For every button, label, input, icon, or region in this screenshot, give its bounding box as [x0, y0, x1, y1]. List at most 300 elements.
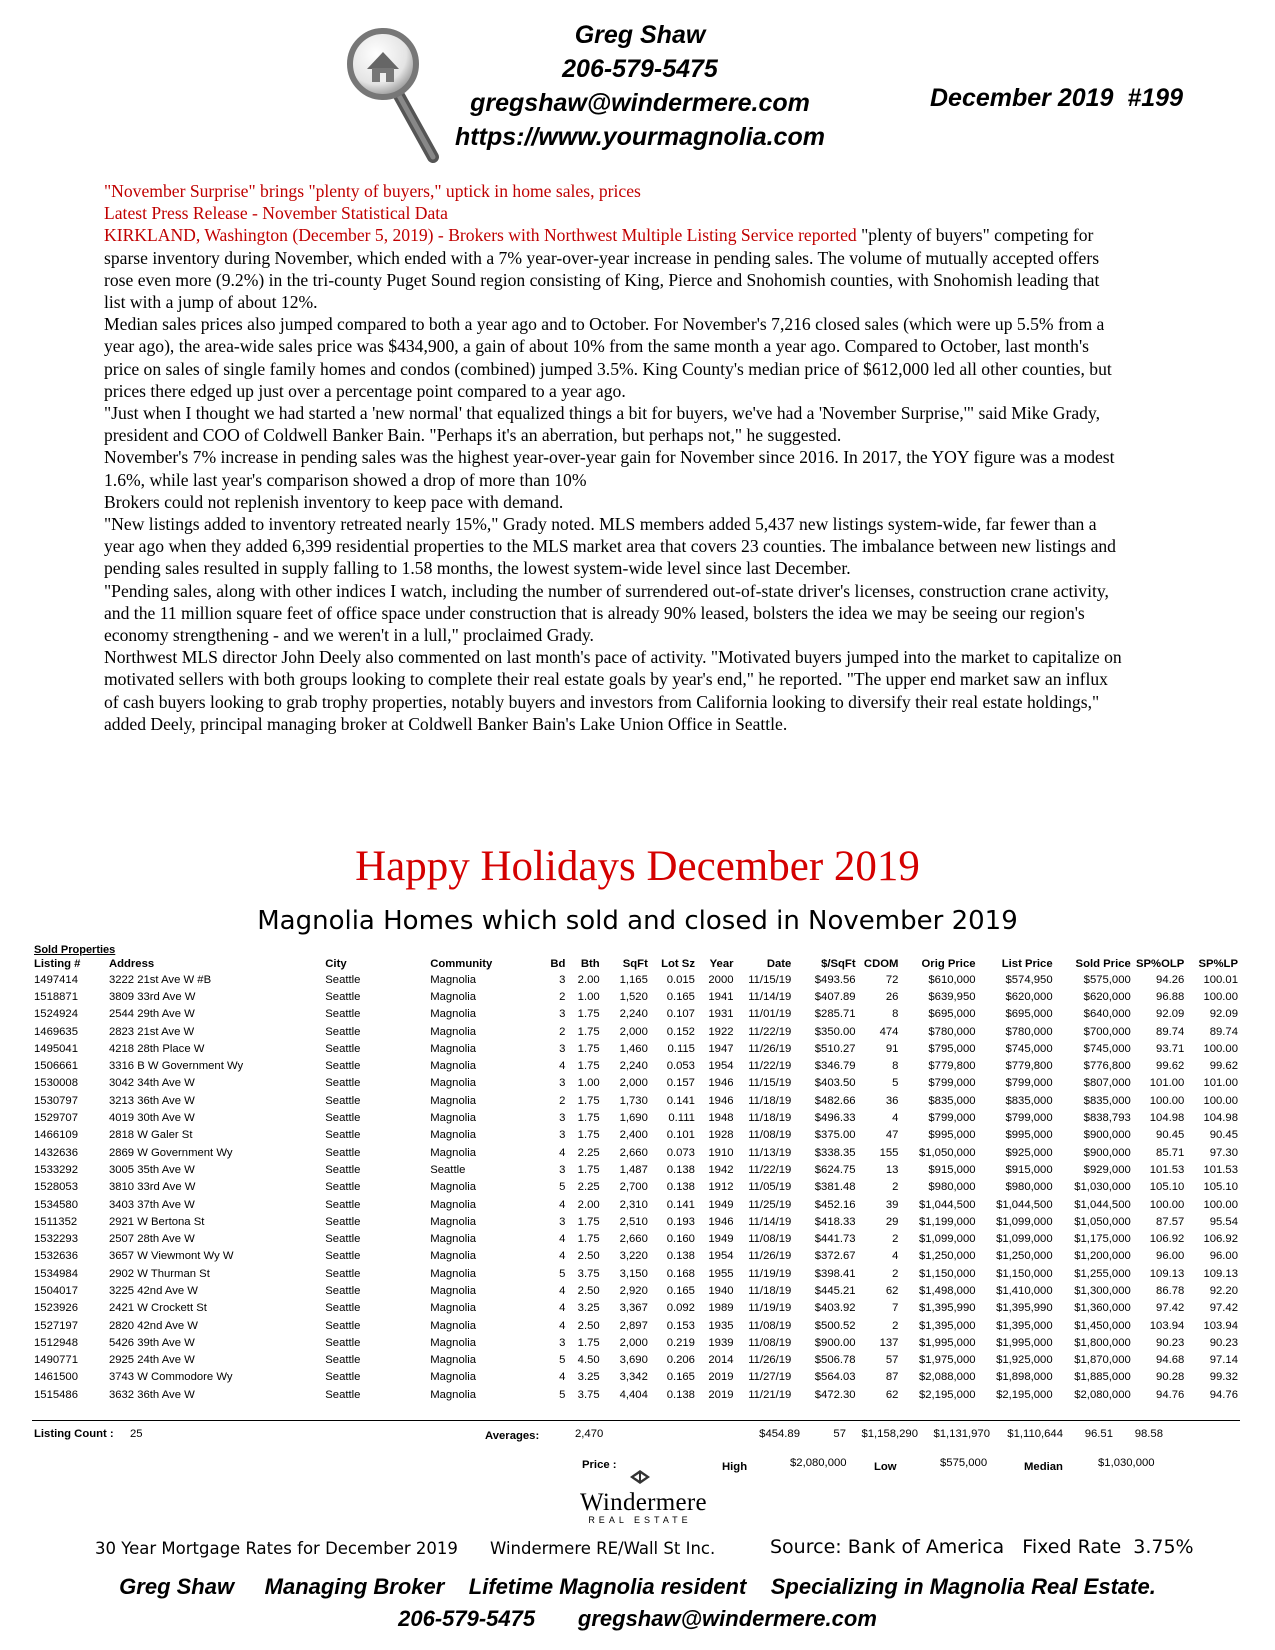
table-cell: Seattle — [325, 1025, 361, 1038]
agent-phone: 206-579-5475 — [562, 55, 718, 83]
table-cell: 1533292 — [34, 1163, 78, 1176]
column-header: SP%OLP — [1135, 957, 1185, 970]
table-cell: Seattle — [325, 1233, 361, 1246]
table-cell: $574,950 — [1005, 973, 1053, 986]
table-cell: 1,730 — [619, 1094, 648, 1107]
table-cell: 1.75 — [577, 1025, 600, 1038]
table-cell: 1.75 — [577, 1094, 600, 1107]
table-cell: 0.219 — [666, 1336, 695, 1349]
table-cell: 85.71 — [1156, 1146, 1185, 1159]
table-cell: 0.092 — [666, 1302, 695, 1315]
table-cell: 100.00 — [1203, 1042, 1238, 1055]
table-cell: Magnolia — [430, 1146, 477, 1159]
table-cell: Seattle — [325, 1250, 361, 1263]
table-cell: 2.25 — [577, 1146, 600, 1159]
table-cell: 1432636 — [34, 1146, 78, 1159]
table-cell: 95.54 — [1209, 1215, 1238, 1228]
table-cell: 1942 — [708, 1163, 734, 1176]
table-cell: 4 — [559, 1371, 566, 1384]
table-cell: 0.152 — [666, 1025, 695, 1038]
table-cell: 1504017 — [34, 1284, 78, 1297]
table-cell: 2,700 — [619, 1181, 648, 1194]
table-cell: $1,175,000 — [1074, 1233, 1131, 1246]
table-cell: 105.10 — [1149, 1181, 1185, 1194]
table-cell: $2,080,000 — [1074, 1388, 1131, 1401]
table-cell: 1495041 — [34, 1042, 78, 1055]
table-cell: $695,000 — [928, 1008, 976, 1021]
table-cell: Magnolia — [430, 1354, 477, 1367]
table-cell: 2,000 — [619, 1336, 648, 1349]
avg-price-per-sqft: $454.89 — [759, 1428, 800, 1440]
table-row — [32, 1092, 1240, 1109]
table-cell: 36 — [885, 1094, 899, 1107]
table-cell: 106.92 — [1149, 1233, 1185, 1246]
table-cell: 3810 33rd Ave W — [108, 1181, 196, 1194]
table-cell: 2,510 — [619, 1215, 648, 1228]
table-cell: $1,360,000 — [1074, 1302, 1131, 1315]
table-cell: 0.138 — [666, 1163, 695, 1176]
table-cell: 1946 — [708, 1077, 734, 1090]
table-cell: $1,044,500 — [918, 1198, 976, 1211]
table-cell: $995,000 — [928, 1129, 976, 1142]
article-paragraph-4: November's 7% increase in pending sales was the highest year-over-year gain for November since 2016. In 2017, the YOY figure was a modest 1.6%, while last year's comparison showed a drop of more than 10% — [104, 447, 1115, 490]
table-cell: 89.74 — [1209, 1025, 1238, 1038]
table-cell: 3316 B W Government Wy — [108, 1060, 244, 1073]
table-cell: Magnolia — [430, 1302, 477, 1315]
table-cell: 1,460 — [619, 1042, 648, 1055]
table-cell: $807,000 — [1083, 1077, 1131, 1090]
low-price: $575,000 — [940, 1457, 988, 1469]
table-cell: Magnolia — [430, 1094, 477, 1107]
sold-table-title: Magnolia Homes which sold and closed in November 2019 — [257, 906, 1018, 936]
table-cell: $900.00 — [814, 1336, 856, 1349]
table-cell: 104.98 — [1203, 1112, 1238, 1125]
table-cell: 3632 36th Ave W — [108, 1388, 195, 1401]
table-cell: 11/18/19 — [748, 1284, 792, 1297]
table-cell: 2019 — [708, 1371, 734, 1384]
table-cell: 3222 21st Ave W #B — [108, 973, 212, 986]
table-cell: 3 — [559, 1008, 566, 1021]
table-cell: $1,410,000 — [996, 1284, 1053, 1297]
table-cell: 0.138 — [666, 1250, 695, 1263]
table-row — [32, 1161, 1240, 1178]
table-cell: 0.193 — [666, 1215, 695, 1228]
table-cell: 2823 21st Ave W — [108, 1025, 195, 1038]
table-cell: 1490771 — [34, 1354, 78, 1367]
article-paragraph-8: Northwest MLS director John Deely also commented on last month's pace of activity. "Motivated buyers jumped into the market to capitalize on motivated sellers with both groups looking to complete their real estate goals by year's end," he reported. "The upper end market saw an influx of cash buyers looking to grab trophy properties, notably buyers and investors from California looking to diversify their real estate holdings," added Deely, principal managing broker at Coldwell Banker Bain's Lake Union Office in Seattle. — [104, 647, 1122, 734]
agent-email[interactable]: gregshaw@windermere.com — [470, 89, 810, 117]
table-cell: 3 — [559, 1042, 566, 1055]
table-cell: 0.101 — [666, 1129, 695, 1142]
table-row — [32, 1317, 1240, 1334]
table-cell: 99.32 — [1209, 1371, 1238, 1384]
table-cell: $398.41 — [814, 1267, 856, 1280]
table-cell: $472.30 — [814, 1388, 856, 1401]
column-header: Lot Sz — [661, 957, 695, 970]
table-cell: $1,450,000 — [1074, 1319, 1131, 1332]
article-dateline: KIRKLAND, Washington (December 5, 2019) - Brokers with Northwest Multiple Listing Service reported — [104, 225, 857, 246]
table-cell: 11/18/19 — [748, 1112, 792, 1125]
table-cell: $1,395,000 — [996, 1319, 1053, 1332]
table-cell: $799,000 — [1005, 1077, 1053, 1090]
table-row — [32, 1334, 1240, 1351]
table-cell: 474 — [879, 1025, 899, 1038]
table-cell: 101.53 — [1203, 1163, 1238, 1176]
table-cell: $338.35 — [814, 1146, 856, 1159]
table-cell: 2,000 — [619, 1025, 648, 1038]
table-cell: 62 — [885, 1388, 899, 1401]
table-cell: 90.23 — [1209, 1336, 1238, 1349]
table-cell: 2818 W Galer St — [108, 1129, 193, 1142]
article-paragraph-6: "New listings added to inventory retreated nearly 15%," Grady noted. MLS members added 5,437 new listings system-wide, far fewer than a year ago when they added 6,399 residential properties to the MLS market area that covers 23 counties. The imbalance between new listings and pending sales resulted in supply falling to 1.58 months, the lowest system-wide level since last December. — [104, 514, 1116, 579]
table-cell: $452.16 — [814, 1198, 856, 1211]
low-label: Low — [874, 1461, 897, 1473]
table-cell: 100.00 — [1203, 990, 1238, 1003]
table-cell: Magnolia — [430, 1250, 477, 1263]
table-cell: $407.89 — [814, 990, 856, 1003]
agent-website[interactable]: https://www.yourmagnolia.com — [455, 123, 825, 151]
table-cell: $493.56 — [814, 973, 856, 986]
article-paragraph-2: Median sales prices also jumped compared to both a year ago and to October. For November's 7,216 closed sales (which were up 5.5% from a year ago), the area-wide sales price was $434,900, a gain of about 10% from the same month a year ago. Compared to October, last month's price on sales of single family homes and condos (combined) jumped 3.5%. King County's median price of $612,000 led all other counties, but prices there edged up just over a percentage point compared to a year ago. — [104, 314, 1112, 401]
table-cell: 4019 30th Ave W — [108, 1112, 195, 1125]
table-cell: 1.75 — [577, 1215, 600, 1228]
table-row — [32, 1075, 1240, 1092]
table-cell: 90.28 — [1156, 1371, 1185, 1384]
table-cell: $780,000 — [928, 1025, 976, 1038]
office-name: Windermere RE/Wall St Inc. — [490, 1539, 716, 1558]
table-cell: 1912 — [708, 1181, 734, 1194]
table-cell: 97.14 — [1209, 1354, 1238, 1367]
table-cell: 1506661 — [34, 1060, 78, 1073]
article-paragraph-3: "Just when I thought we had started a 'new normal' that equalized things a bit for buyers, we've had a 'November Surprise,'" said Mike Grady, president and COO of Coldwell Banker Bain. "Perhaps it's an aberration, but perhaps not," he suggested. — [104, 403, 1100, 446]
table-cell: 0.165 — [666, 1371, 695, 1384]
avg-sp-lp: 98.58 — [1134, 1428, 1163, 1440]
table-cell: 105.10 — [1203, 1181, 1238, 1194]
table-cell: 11/19/19 — [748, 1302, 792, 1315]
table-cell: 100.00 — [1149, 1094, 1185, 1107]
table-cell: 2902 W Thurman St — [108, 1267, 210, 1280]
table-cell: 0.141 — [666, 1094, 695, 1107]
column-header: Orig Price — [921, 957, 976, 970]
table-cell: 0.165 — [666, 1284, 695, 1297]
table-cell: Seattle — [325, 1077, 361, 1090]
table-cell: Magnolia — [430, 1233, 477, 1246]
table-cell: $1,099,000 — [996, 1215, 1053, 1228]
windermere-logo — [580, 1470, 707, 1525]
table-cell: 47 — [885, 1129, 899, 1142]
table-cell: 11/27/19 — [748, 1371, 792, 1384]
table-cell: 2,400 — [619, 1129, 648, 1142]
table-cell: 2014 — [708, 1354, 734, 1367]
table-row — [32, 1006, 1240, 1023]
table-cell: 89.74 — [1156, 1025, 1185, 1038]
article-paragraph-1-text: "plenty of buyers" competing for sparse inventory during November, which ended with a 7% year-over-year increase in pending sales. The volume of mutually accepted offers rose even more (9.2%) in the tri-county Puget Sound region consisting of King, Pierce and Snohomish counties, with Snohomish leading that list with a jump of about 12%. — [104, 225, 1100, 313]
avg-cdom: 57 — [833, 1428, 846, 1440]
table-cell: 87.57 — [1156, 1215, 1185, 1228]
table-cell: 91 — [885, 1042, 899, 1055]
avg-sold-price: $1,110,644 — [1007, 1428, 1063, 1440]
table-cell: $2,195,000 — [918, 1388, 976, 1401]
table-cell: 0.138 — [666, 1388, 695, 1401]
table-cell: 2.50 — [577, 1250, 600, 1263]
table-cell: 11/15/19 — [748, 973, 792, 986]
column-header: CDOM — [863, 957, 899, 970]
table-cell: Magnolia — [430, 1077, 477, 1090]
table-cell: 11/26/19 — [748, 1354, 792, 1367]
table-cell: 1530797 — [34, 1094, 78, 1107]
table-cell: 11/08/19 — [748, 1319, 792, 1332]
issue-label: December 2019 #199 — [930, 84, 1183, 112]
table-cell: 92.20 — [1209, 1284, 1238, 1297]
table-cell: 100.01 — [1203, 973, 1238, 986]
table-cell: $441.73 — [814, 1233, 856, 1246]
table-cell: $1,800,000 — [1074, 1336, 1131, 1349]
column-header: Date — [766, 957, 792, 970]
table-cell: 3 — [559, 1077, 566, 1090]
table-cell: 3403 37th Ave W — [108, 1198, 195, 1211]
table-divider — [32, 1420, 1240, 1421]
column-header: Year — [709, 957, 734, 970]
table-cell: 94.26 — [1156, 973, 1185, 986]
table-cell: 1511352 — [34, 1215, 78, 1228]
table-cell: 1948 — [708, 1112, 734, 1125]
table-cell: Seattle — [430, 1163, 466, 1176]
table-row — [32, 1213, 1240, 1230]
table-cell: 1.00 — [577, 990, 600, 1003]
table-cell: $1,255,000 — [1074, 1267, 1131, 1280]
table-row — [32, 1057, 1240, 1074]
table-cell: Magnolia — [430, 1008, 477, 1021]
table-cell: 100.00 — [1149, 1198, 1185, 1211]
table-cell: 26 — [885, 990, 899, 1003]
table-cell: 8 — [892, 1008, 899, 1021]
table-cell: Seattle — [325, 1008, 361, 1021]
table-cell: 11/15/19 — [748, 1077, 792, 1090]
table-row — [32, 1196, 1240, 1213]
table-cell: 1529707 — [34, 1112, 78, 1125]
table-cell: 3,342 — [619, 1371, 648, 1384]
table-cell: 1947 — [708, 1042, 734, 1055]
table-cell: 1.00 — [577, 1077, 600, 1090]
table-cell: 1527197 — [34, 1319, 78, 1332]
table-cell: $1,300,000 — [1074, 1284, 1131, 1297]
table-cell: 2.50 — [577, 1284, 600, 1297]
table-cell: 3.75 — [577, 1267, 600, 1280]
table-cell: 101.00 — [1203, 1077, 1238, 1090]
table-row — [32, 988, 1240, 1005]
table-cell: 62 — [885, 1284, 899, 1297]
table-cell: 11/18/19 — [748, 1094, 792, 1107]
table-cell: 11/22/19 — [748, 1060, 792, 1073]
table-cell: $1,395,990 — [996, 1302, 1053, 1315]
table-cell: Seattle — [325, 1371, 361, 1384]
table-cell: 97.42 — [1156, 1302, 1185, 1315]
table-cell: 94.68 — [1156, 1354, 1185, 1367]
column-header: Address — [108, 957, 155, 970]
table-cell: $799,000 — [928, 1112, 976, 1125]
table-cell: 1.75 — [577, 1336, 600, 1349]
averages-label: Averages: — [485, 1430, 540, 1442]
table-cell: 92.09 — [1209, 1008, 1238, 1021]
table-cell: 3005 35th Ave W — [108, 1163, 195, 1176]
table-cell: $1,250,000 — [996, 1250, 1053, 1263]
table-cell: $403.92 — [814, 1302, 856, 1315]
table-cell: 1534984 — [34, 1267, 78, 1280]
table-cell: Seattle — [325, 1094, 361, 1107]
table-cell: 11/22/19 — [748, 1025, 792, 1038]
table-cell: $639,950 — [928, 990, 976, 1003]
table-cell: 0.206 — [666, 1354, 695, 1367]
table-row — [32, 1040, 1240, 1057]
table-cell: $695,000 — [1005, 1008, 1053, 1021]
table-cell: 0.053 — [666, 1060, 695, 1073]
table-cell: 3,220 — [619, 1250, 648, 1263]
table-cell: $496.33 — [814, 1112, 856, 1125]
table-cell: 3743 W Commodore Wy — [108, 1371, 233, 1384]
table-cell: $799,000 — [928, 1077, 976, 1090]
table-cell: 3,367 — [619, 1302, 648, 1315]
table-cell: Magnolia — [430, 1388, 477, 1401]
table-cell: $375.00 — [814, 1129, 856, 1142]
table-cell: Magnolia — [430, 1060, 477, 1073]
table-cell: 90.23 — [1156, 1336, 1185, 1349]
table-cell: 3213 36th Ave W — [108, 1094, 195, 1107]
table-cell: 11/13/19 — [748, 1146, 792, 1159]
table-cell: 86.78 — [1156, 1284, 1185, 1297]
table-cell: 3 — [559, 1112, 566, 1125]
table-cell: $1,200,000 — [1074, 1250, 1131, 1263]
article-paragraph-1 — [104, 224, 1124, 313]
table-cell: Seattle — [325, 1146, 361, 1159]
footer-tagline: Greg Shaw Managing Broker Lifetime Magnolia resident Specializing in Magnolia Real Estate. — [119, 1574, 1156, 1599]
article-headline: "November Surprise" brings "plenty of buyers," uptick in home sales, prices — [104, 181, 641, 201]
table-cell: 94.76 — [1156, 1388, 1185, 1401]
table-cell: 1469635 — [34, 1025, 78, 1038]
table-cell: 92.09 — [1156, 1008, 1185, 1021]
table-cell: 1523926 — [34, 1302, 78, 1315]
table-cell: $835,000 — [1083, 1094, 1131, 1107]
table-cell: $835,000 — [928, 1094, 976, 1107]
column-header: Bd — [550, 957, 566, 970]
table-cell: 1949 — [708, 1233, 734, 1246]
table-cell: 96.00 — [1156, 1250, 1185, 1263]
table-cell: 3,690 — [619, 1354, 648, 1367]
table-row — [32, 1265, 1240, 1282]
table-cell: 11/05/19 — [748, 1181, 792, 1194]
median-label: Median — [1024, 1461, 1063, 1473]
table-cell: 2421 W Crockett St — [108, 1302, 207, 1315]
table-cell: $925,000 — [1005, 1146, 1053, 1159]
table-cell: 100.00 — [1203, 1198, 1238, 1211]
table-cell: 1954 — [708, 1250, 734, 1263]
table-cell: 4 — [559, 1233, 566, 1246]
table-cell: Seattle — [325, 973, 361, 986]
table-cell: 4 — [892, 1250, 899, 1263]
table-cell: 2,660 — [619, 1146, 648, 1159]
table-cell: 1954 — [708, 1060, 734, 1073]
table-cell: 72 — [885, 973, 899, 986]
table-cell: $1,995,000 — [918, 1336, 976, 1349]
table-cell: $640,000 — [1083, 1008, 1131, 1021]
table-cell: Seattle — [325, 1354, 361, 1367]
table-cell: 104.98 — [1149, 1112, 1185, 1125]
table-cell: 97.42 — [1209, 1302, 1238, 1315]
table-cell: 1949 — [708, 1198, 734, 1211]
table-cell: 1.75 — [577, 1129, 600, 1142]
table-cell: 2,310 — [619, 1198, 648, 1211]
table-cell: 1,487 — [619, 1163, 648, 1176]
table-cell: Seattle — [325, 1388, 361, 1401]
table-cell: 1.75 — [577, 1008, 600, 1021]
table-cell: 0.115 — [667, 1042, 695, 1055]
table-cell: 0.141 — [666, 1198, 695, 1211]
table-cell: 2 — [892, 1233, 899, 1246]
table-cell: 1,165 — [619, 973, 648, 986]
table-cell: $506.78 — [814, 1354, 856, 1367]
table-cell: $1,975,000 — [918, 1354, 976, 1367]
table-cell: 39 — [885, 1198, 899, 1211]
table-cell: 4 — [559, 1146, 566, 1159]
table-cell: 4 — [559, 1250, 566, 1263]
high-price: $2,080,000 — [790, 1457, 847, 1469]
table-cell: $372.67 — [814, 1250, 856, 1263]
table-cell: 3042 34th Ave W — [108, 1077, 195, 1090]
table-cell: 2.00 — [577, 973, 600, 986]
table-row — [32, 1179, 1240, 1196]
table-cell: Seattle — [325, 1302, 361, 1315]
table-cell: 2925 24th Ave W — [108, 1354, 195, 1367]
table-cell: 1.75 — [577, 1060, 600, 1073]
sold-properties-table — [32, 956, 1240, 1403]
table-cell: 97.30 — [1209, 1146, 1238, 1159]
column-header: Community — [430, 957, 493, 970]
table-cell: 1461500 — [34, 1371, 78, 1384]
table-cell: 1528053 — [34, 1181, 78, 1194]
table-cell: 29 — [885, 1215, 899, 1228]
table-cell: 2 — [559, 1025, 566, 1038]
table-cell: $510.27 — [814, 1042, 856, 1055]
listing-count-value: 25 — [130, 1428, 143, 1440]
table-cell: 0.157 — [666, 1077, 695, 1090]
table-cell: 1955 — [708, 1267, 734, 1280]
table-cell: 1534580 — [34, 1198, 78, 1211]
table-cell: 1.75 — [577, 1233, 600, 1246]
press-release-article — [104, 180, 1124, 735]
table-cell: 0.073 — [666, 1146, 695, 1159]
table-cell: 4 — [559, 1319, 566, 1332]
article-subheadline: Latest Press Release - November Statistical Data — [104, 203, 448, 224]
table-cell: Seattle — [325, 1319, 361, 1332]
table-cell: 101.00 — [1149, 1077, 1185, 1090]
table-cell: $1,395,000 — [918, 1319, 976, 1332]
table-cell: 1497414 — [34, 973, 78, 986]
table-cell: 0.015 — [666, 973, 695, 986]
table-cell: 1466109 — [34, 1129, 78, 1142]
table-cell: Seattle — [325, 1284, 361, 1297]
table-cell: 11/21/19 — [748, 1388, 792, 1401]
table-row — [32, 1300, 1240, 1317]
table-row — [32, 1109, 1240, 1126]
table-cell: Magnolia — [430, 1129, 477, 1142]
table-cell: $2,195,000 — [996, 1388, 1053, 1401]
table-cell: 109.13 — [1149, 1267, 1185, 1280]
table-cell: $995,000 — [1005, 1129, 1053, 1142]
table-cell: 103.94 — [1149, 1319, 1185, 1332]
table-header-row — [32, 956, 1240, 971]
table-cell: Magnolia — [430, 973, 477, 986]
table-cell: $980,000 — [928, 1181, 976, 1194]
avg-orig-price: $1,158,290 — [861, 1428, 918, 1440]
